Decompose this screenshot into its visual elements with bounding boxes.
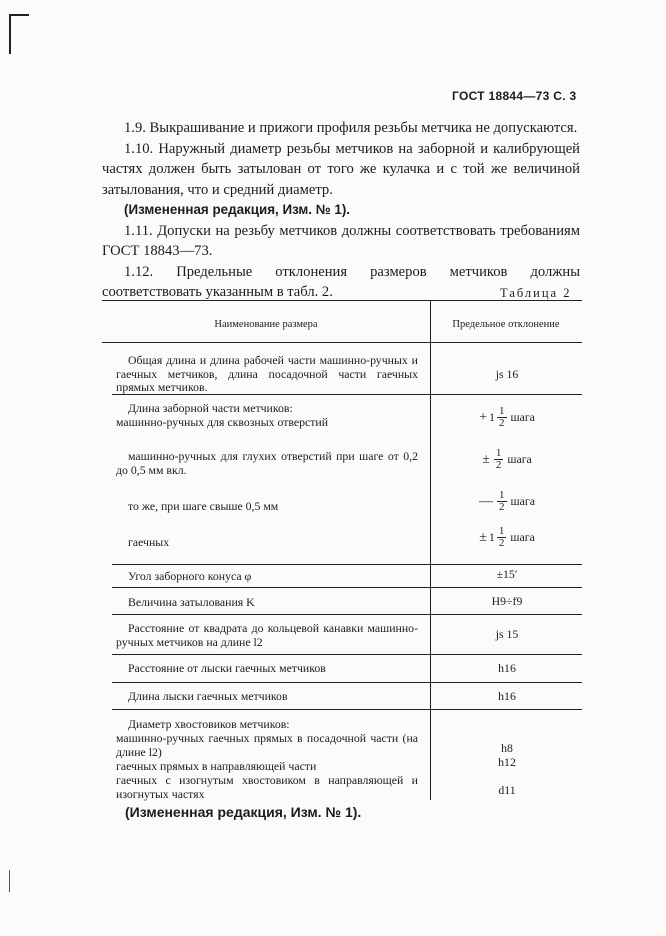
paragraph-1-9: 1.9. Выкрашивание и прижоги профиля резьбы метчика не допускаются. [124,120,578,136]
col-header-name: Наименование размера [214,319,318,330]
row-name: Длина заборной части метчиков: [128,401,293,415]
row-name: Диаметр хвостовиков метчиков: [128,717,290,731]
page-header: ГОСТ 18844—73 С. 3 [452,89,577,103]
table-rule [112,709,582,710]
table-rule-top [102,300,582,301]
table-rule-header [102,342,582,343]
amendment-note-footer: (Измененная редакция, Изм. № 1). [125,804,362,820]
row-value-fraction: + 1 $\frac{1}{2}$ шага [479,405,535,429]
row-name: Величина затылования K [128,595,255,609]
table-column-divider [430,300,431,800]
row-name: то же, при шаге свыше 0,5 мм [128,499,279,513]
corner-bracket-top [9,14,29,16]
table-rule [112,654,582,655]
row-value: js 16 [495,367,519,381]
tolerance-table [102,300,582,800]
amendment-note: (Измененная редакция, Изм. № 1). [124,202,351,217]
row-value: H9÷f9 [491,594,523,608]
table-rule [112,564,582,565]
table-rule [112,587,582,588]
row-value: js 15 [495,627,519,641]
paragraph-1-11: 1.11. Допуски на резьбу метчиков должны соответствовать требованиям ГОСТ 18843—73. [102,222,580,259]
table-caption: Таблица 2 [500,286,572,300]
row-name: Расстояние от квадрата до кольцевой канавки машинно-ручных метчиков на длине l2 [116,621,418,649]
row-name: гаечных с изогнутым хвостовиком в направляющей и изогнутых частях [116,773,418,801]
row-name: машинно-ручных для глухих отверстий при шаге от 0,2 до 0,5 мм вкл. [116,449,418,477]
row-name: гаечных [128,535,170,549]
table-rule [112,682,582,683]
row-name: Длина лыски гаечных метчиков [128,689,288,703]
margin-mark [9,870,10,892]
row-value: h12 [498,755,516,769]
row-name: Угол заборного конуса φ [128,569,252,583]
row-value-fraction: ± 1 $\frac{1}{2}$ шага [479,525,535,549]
table-rule [112,614,582,615]
row-name: Расстояние от лыски гаечных метчиков [128,661,326,675]
row-value: h8 [501,741,513,755]
row-value: h16 [498,689,516,703]
row-name: гаечных прямых в направляющей части [116,759,317,773]
body-text [102,118,580,303]
row-value: d11 [498,783,516,797]
row-value-fraction: ± $\frac{1}{2}$ шага [482,447,532,471]
row-name: машинно-ручных гаечных прямых в посадочной части (на длине l2) [116,731,418,759]
corner-bracket [9,14,11,54]
row-name: машинно-ручных для сквозных отверстий [116,415,329,429]
row-value-fraction: — $\frac{1}{2}$ шага [479,489,535,513]
paragraph-1-12: 1.12. Предельные отклонения размеров метчиков должны соответствовать указанным в табл. 2. [102,263,580,300]
row-value: h16 [498,661,516,675]
col-header-deviation: Предельное отклонение [452,319,560,330]
row-name: Общая длина и длина рабочей части машинно-ручных и гаечных метчиков, длина посадочной части гаечных прямых метчиков. [116,353,418,394]
row-value: ±15′ [496,567,518,581]
paragraph-1-10: 1.10. Наружный диаметр резьбы метчиков на заборной и калибрующей частях должен быть затылован от того же кулачка и с той же величиной затылования, что и средний диаметр. [102,140,580,198]
